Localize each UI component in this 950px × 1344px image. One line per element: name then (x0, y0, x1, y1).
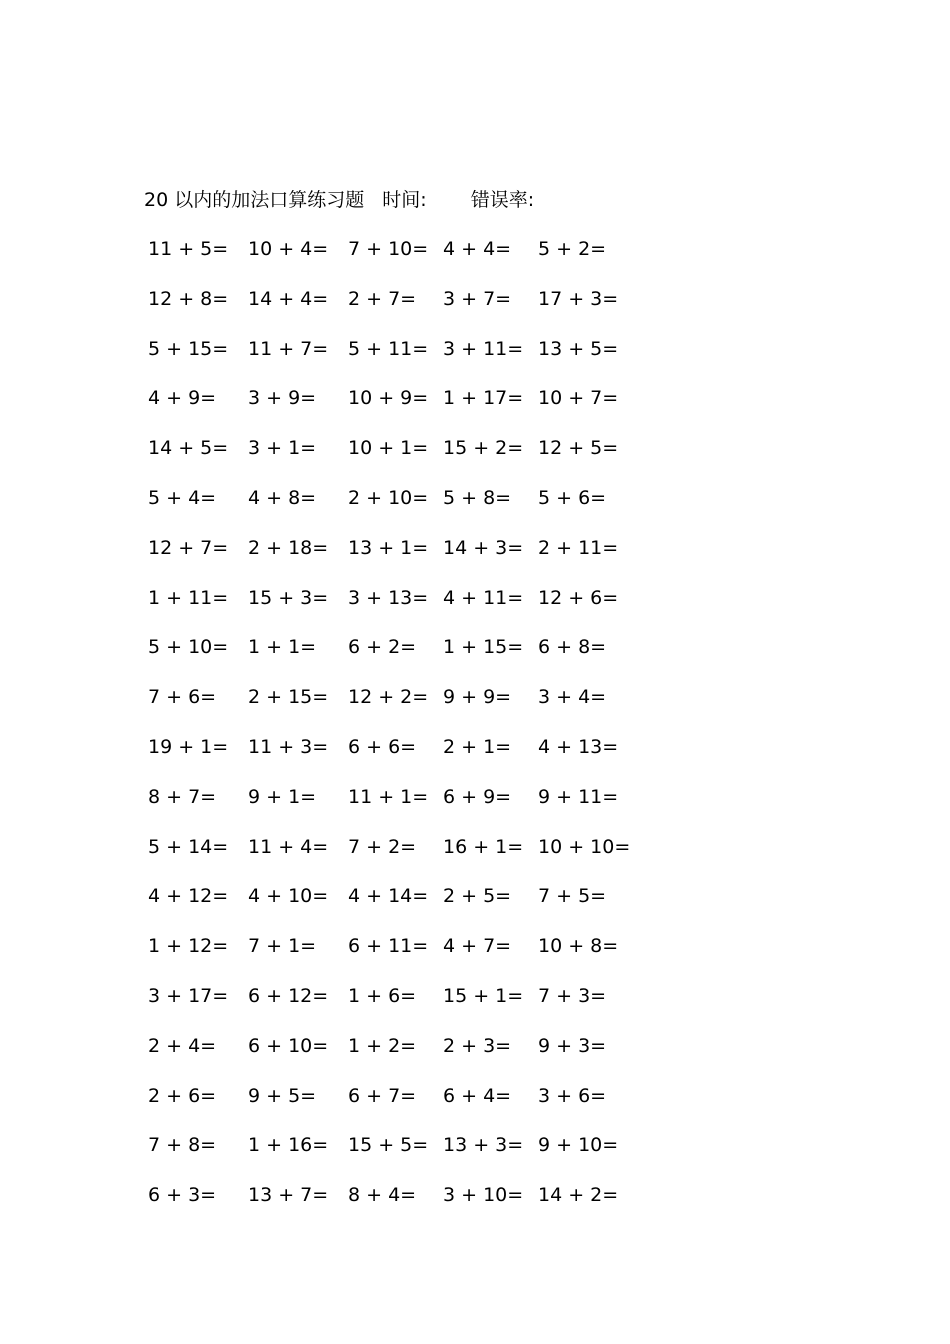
problem-item: 7 + 1= (248, 935, 317, 958)
problem-item: 14 + 3= (443, 536, 524, 559)
problem-item: 2 + 7= (348, 287, 417, 310)
problem-item: 7 + 6= (148, 686, 217, 709)
problem-item: 9 + 5= (248, 1084, 317, 1107)
problem-item: 16 + 1= (443, 835, 524, 858)
problem-row (148, 385, 648, 435)
problem-row (148, 336, 648, 386)
problem-item: 6 + 6= (348, 735, 417, 758)
problem-item: 6 + 3= (148, 1184, 217, 1207)
problem-row (148, 834, 648, 884)
problem-item: 12 + 6= (538, 586, 619, 609)
problem-item: 4 + 11= (443, 586, 524, 609)
problem-item: 4 + 8= (248, 486, 317, 509)
problem-item: 1 + 16= (248, 1134, 329, 1157)
problem-item: 6 + 9= (443, 785, 512, 808)
problem-item: 4 + 9= (148, 387, 217, 410)
problem-item: 15 + 5= (348, 1134, 429, 1157)
problem-item: 5 + 4= (148, 486, 217, 509)
problem-row (148, 883, 648, 933)
problem-item: 10 + 8= (538, 935, 619, 958)
problem-item: 15 + 2= (443, 437, 524, 460)
problem-item: 1 + 2= (348, 1034, 417, 1057)
problem-item: 3 + 4= (538, 686, 607, 709)
problem-item: 3 + 9= (248, 387, 317, 410)
problem-item: 6 + 4= (443, 1084, 512, 1107)
problem-item: 9 + 10= (538, 1134, 619, 1157)
problem-item: 5 + 2= (538, 238, 607, 260)
problem-row (148, 1182, 648, 1232)
problem-item: 7 + 3= (538, 984, 607, 1007)
problem-row (148, 286, 648, 336)
worksheet-header (144, 186, 534, 214)
problem-item: 3 + 13= (348, 586, 429, 609)
problem-item: 5 + 10= (148, 636, 229, 659)
problem-item: 1 + 17= (443, 387, 524, 410)
problem-item: 11 + 7= (248, 337, 329, 360)
problem-row (148, 784, 648, 834)
problem-item: 1 + 15= (443, 636, 524, 659)
problem-row (148, 983, 648, 1033)
problem-item: 5 + 11= (348, 337, 429, 360)
problem-item: 11 + 3= (248, 735, 329, 758)
problem-row (148, 485, 648, 535)
problem-item: 9 + 11= (538, 785, 619, 808)
problem-item: 1 + 1= (248, 636, 317, 659)
error-rate-label: 错误率: (470, 189, 535, 211)
problem-item: 2 + 4= (148, 1034, 217, 1057)
problem-item: 12 + 7= (148, 536, 229, 559)
problem-item: 13 + 1= (348, 536, 429, 559)
problem-item: 4 + 14= (348, 885, 429, 908)
problem-item: 2 + 6= (148, 1084, 217, 1107)
problem-item: 2 + 15= (248, 686, 329, 709)
problem-item: 5 + 8= (443, 486, 512, 509)
problem-item: 12 + 2= (348, 686, 429, 709)
time-label: 时间: (382, 189, 427, 211)
problem-item: 14 + 5= (148, 437, 229, 460)
problem-item: 15 + 3= (248, 586, 329, 609)
problem-item: 3 + 10= (443, 1184, 524, 1207)
problem-item: 6 + 2= (348, 636, 417, 659)
problem-item: 7 + 5= (538, 885, 607, 908)
problem-row (148, 734, 648, 784)
problem-grid (148, 236, 648, 1232)
problem-item: 3 + 7= (443, 287, 512, 310)
problem-row (148, 1083, 648, 1133)
problem-item: 4 + 12= (148, 885, 229, 908)
problem-row (148, 435, 648, 485)
problem-item: 2 + 3= (443, 1034, 512, 1057)
problem-item: 10 + 1= (348, 437, 429, 460)
problem-item: 4 + 4= (443, 238, 512, 260)
problem-row (148, 684, 648, 734)
problem-item: 15 + 1= (443, 984, 524, 1007)
problem-item: 9 + 1= (248, 785, 317, 808)
problem-item: 4 + 10= (248, 885, 329, 908)
problem-item: 9 + 9= (443, 686, 512, 709)
problem-item: 11 + 5= (148, 238, 229, 260)
problem-item: 13 + 3= (443, 1134, 524, 1157)
problem-item: 6 + 8= (538, 636, 607, 659)
problem-item: 2 + 18= (248, 536, 329, 559)
problem-item: 10 + 7= (538, 387, 619, 410)
problem-item: 6 + 7= (348, 1084, 417, 1107)
problem-row (148, 1132, 648, 1182)
problem-row (148, 236, 648, 286)
problem-item: 3 + 1= (248, 437, 317, 460)
problem-row (148, 535, 648, 585)
problem-item: 11 + 4= (248, 835, 329, 858)
problem-item: 2 + 11= (538, 536, 619, 559)
problem-item: 7 + 10= (348, 238, 429, 260)
problem-row (148, 1033, 648, 1083)
problem-item: 1 + 6= (348, 984, 417, 1007)
problem-item: 2 + 5= (443, 885, 512, 908)
problem-item: 4 + 13= (538, 735, 619, 758)
problem-item: 11 + 1= (348, 785, 429, 808)
problem-item: 10 + 4= (248, 238, 329, 260)
problem-item: 19 + 1= (148, 735, 229, 758)
problem-item: 17 + 3= (538, 287, 619, 310)
problem-item: 10 + 9= (348, 387, 429, 410)
problem-item: 8 + 4= (348, 1184, 417, 1207)
problem-item: 14 + 4= (248, 287, 329, 310)
problem-item: 5 + 15= (148, 337, 229, 360)
problem-item: 7 + 8= (148, 1134, 217, 1157)
problem-item: 12 + 5= (538, 437, 619, 460)
problem-row (148, 585, 648, 635)
problem-item: 6 + 12= (248, 984, 329, 1007)
problem-item: 1 + 12= (148, 935, 229, 958)
problem-item: 3 + 6= (538, 1084, 607, 1107)
problem-item: 5 + 14= (148, 835, 229, 858)
problem-item: 3 + 11= (443, 337, 524, 360)
problem-row (148, 933, 648, 983)
problem-item: 12 + 8= (148, 287, 229, 310)
problem-item: 6 + 11= (348, 935, 429, 958)
problem-item: 8 + 7= (148, 785, 217, 808)
problem-row (148, 634, 648, 684)
problem-item: 13 + 7= (248, 1184, 329, 1207)
problem-item: 5 + 6= (538, 486, 607, 509)
problem-item: 13 + 5= (538, 337, 619, 360)
problem-item: 10 + 10= (538, 835, 631, 858)
problem-item: 9 + 3= (538, 1034, 607, 1057)
problem-item: 1 + 11= (148, 586, 229, 609)
problem-item: 14 + 2= (538, 1184, 619, 1207)
problem-item: 7 + 2= (348, 835, 417, 858)
problem-item: 6 + 10= (248, 1034, 329, 1057)
problem-item: 2 + 1= (443, 735, 512, 758)
worksheet-title: 20 以内的加法口算练习题 (144, 189, 365, 211)
problem-item: 4 + 7= (443, 935, 512, 958)
problem-item: 3 + 17= (148, 984, 229, 1007)
problem-item: 2 + 10= (348, 486, 429, 509)
